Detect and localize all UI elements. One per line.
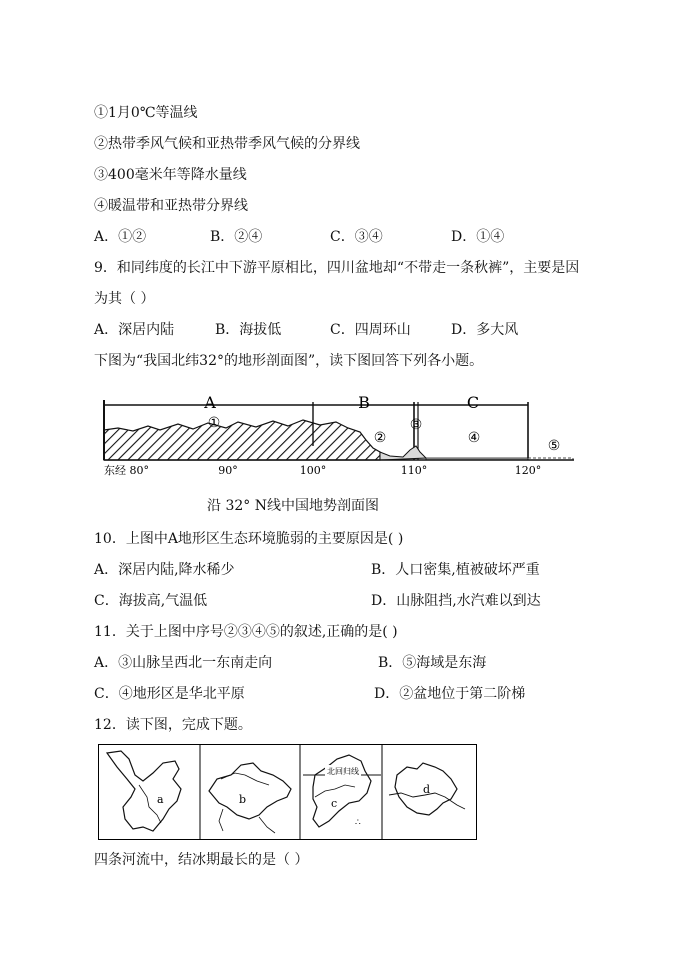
map-d-label: d bbox=[423, 783, 431, 796]
profile-marker-4: ④ bbox=[467, 430, 481, 446]
q8-item-1: ①1月0℃等温线 bbox=[94, 105, 198, 121]
q9-option-b[interactable]: B．海拔低 bbox=[215, 322, 282, 338]
q11-option-d[interactable]: D．②盆地位于第二阶梯 bbox=[374, 686, 526, 702]
map-c bbox=[301, 745, 383, 839]
q8-option-b[interactable]: B．②④ bbox=[210, 229, 263, 245]
q9-option-a[interactable]: A．深居内陆 bbox=[94, 322, 175, 338]
profile-tick-110: 110° bbox=[400, 464, 428, 477]
q8-item-4: ④暖温带和亚热带分界线 bbox=[94, 198, 248, 214]
q9-stem-line1: 9．和同纬度的长江中下游平原相比，四川盆地却“不带走一条秋裤”，主要是因 bbox=[94, 260, 580, 276]
profile-label-c: C bbox=[466, 393, 480, 412]
profile-intro: 下图为“我国北纬32°的地形剖面图”，读下图回答下列各小题。 bbox=[94, 353, 484, 369]
q8-option-c[interactable]: C．③④ bbox=[330, 229, 383, 245]
q9-option-c[interactable]: C．四周环山 bbox=[330, 322, 411, 338]
q11-option-a[interactable]: A．③山脉呈西北一东南走向 bbox=[94, 655, 273, 671]
profile-tick-120: 120° bbox=[514, 464, 542, 477]
map-d bbox=[383, 745, 475, 839]
q11-option-c[interactable]: C．④地形区是华北平原 bbox=[94, 686, 245, 702]
q12-stem: 12．读下图，完成下题。 bbox=[94, 717, 252, 733]
q11-stem: 11．关于上图中序号②③④⑤的叙述,正确的是( ) bbox=[94, 624, 398, 640]
map-c-inset-text: 北回归线 bbox=[327, 767, 359, 776]
q9-stem-line2: 为其（ ） bbox=[94, 291, 155, 307]
plateau-a-shape bbox=[104, 420, 380, 460]
q12-question: 四条河流中，结冰期最长的是（ ） bbox=[94, 852, 309, 868]
map-c-label: c bbox=[331, 797, 338, 810]
map-a-label: a bbox=[157, 793, 164, 806]
profile-caption: 沿 32° N线中国地势剖面图 bbox=[207, 498, 379, 514]
q8-item-2: ②热带季风气候和亚热带季风气候的分界线 bbox=[94, 136, 360, 152]
q10-stem: 10．上图中A地形区生态环境脆弱的主要原因是( ) bbox=[94, 531, 404, 547]
terrain-profile-figure bbox=[98, 390, 578, 480]
q9-option-d[interactable]: D．多大风 bbox=[451, 322, 519, 338]
profile-label-a: A bbox=[204, 393, 216, 412]
q10-option-b[interactable]: B．人口密集,植被破坏严重 bbox=[371, 562, 540, 578]
map-b-label: b bbox=[239, 793, 247, 806]
profile-tick-80: 东经 80° bbox=[104, 464, 149, 477]
profile-marker-5: ⑤ bbox=[547, 438, 561, 454]
profile-tick-90: 90° bbox=[218, 464, 238, 477]
map-a bbox=[99, 745, 201, 839]
q8-item-3: ③400毫米年等降水量线 bbox=[94, 167, 247, 183]
profile-label-b: B bbox=[358, 393, 370, 412]
profile-marker-1: ① bbox=[207, 415, 221, 431]
q10-option-d[interactable]: D．山脉阻挡,水汽难以到达 bbox=[371, 593, 541, 609]
q11-option-b[interactable]: B．⑤海域是东海 bbox=[378, 655, 487, 671]
svg-text:∴: ∴ bbox=[355, 818, 361, 828]
q8-option-a[interactable]: A．①② bbox=[94, 229, 147, 245]
profile-marker-3: ③ bbox=[409, 417, 423, 433]
q10-option-a[interactable]: A．深居内陆,降水稀少 bbox=[94, 562, 235, 578]
q8-option-d[interactable]: D．①④ bbox=[451, 229, 505, 245]
profile-tick-100: 100° bbox=[299, 464, 327, 477]
river-maps-panel bbox=[98, 744, 477, 840]
profile-marker-2: ② bbox=[373, 430, 387, 446]
map-b bbox=[201, 745, 301, 839]
q10-option-c[interactable]: C．海拔高,气温低 bbox=[94, 593, 208, 609]
